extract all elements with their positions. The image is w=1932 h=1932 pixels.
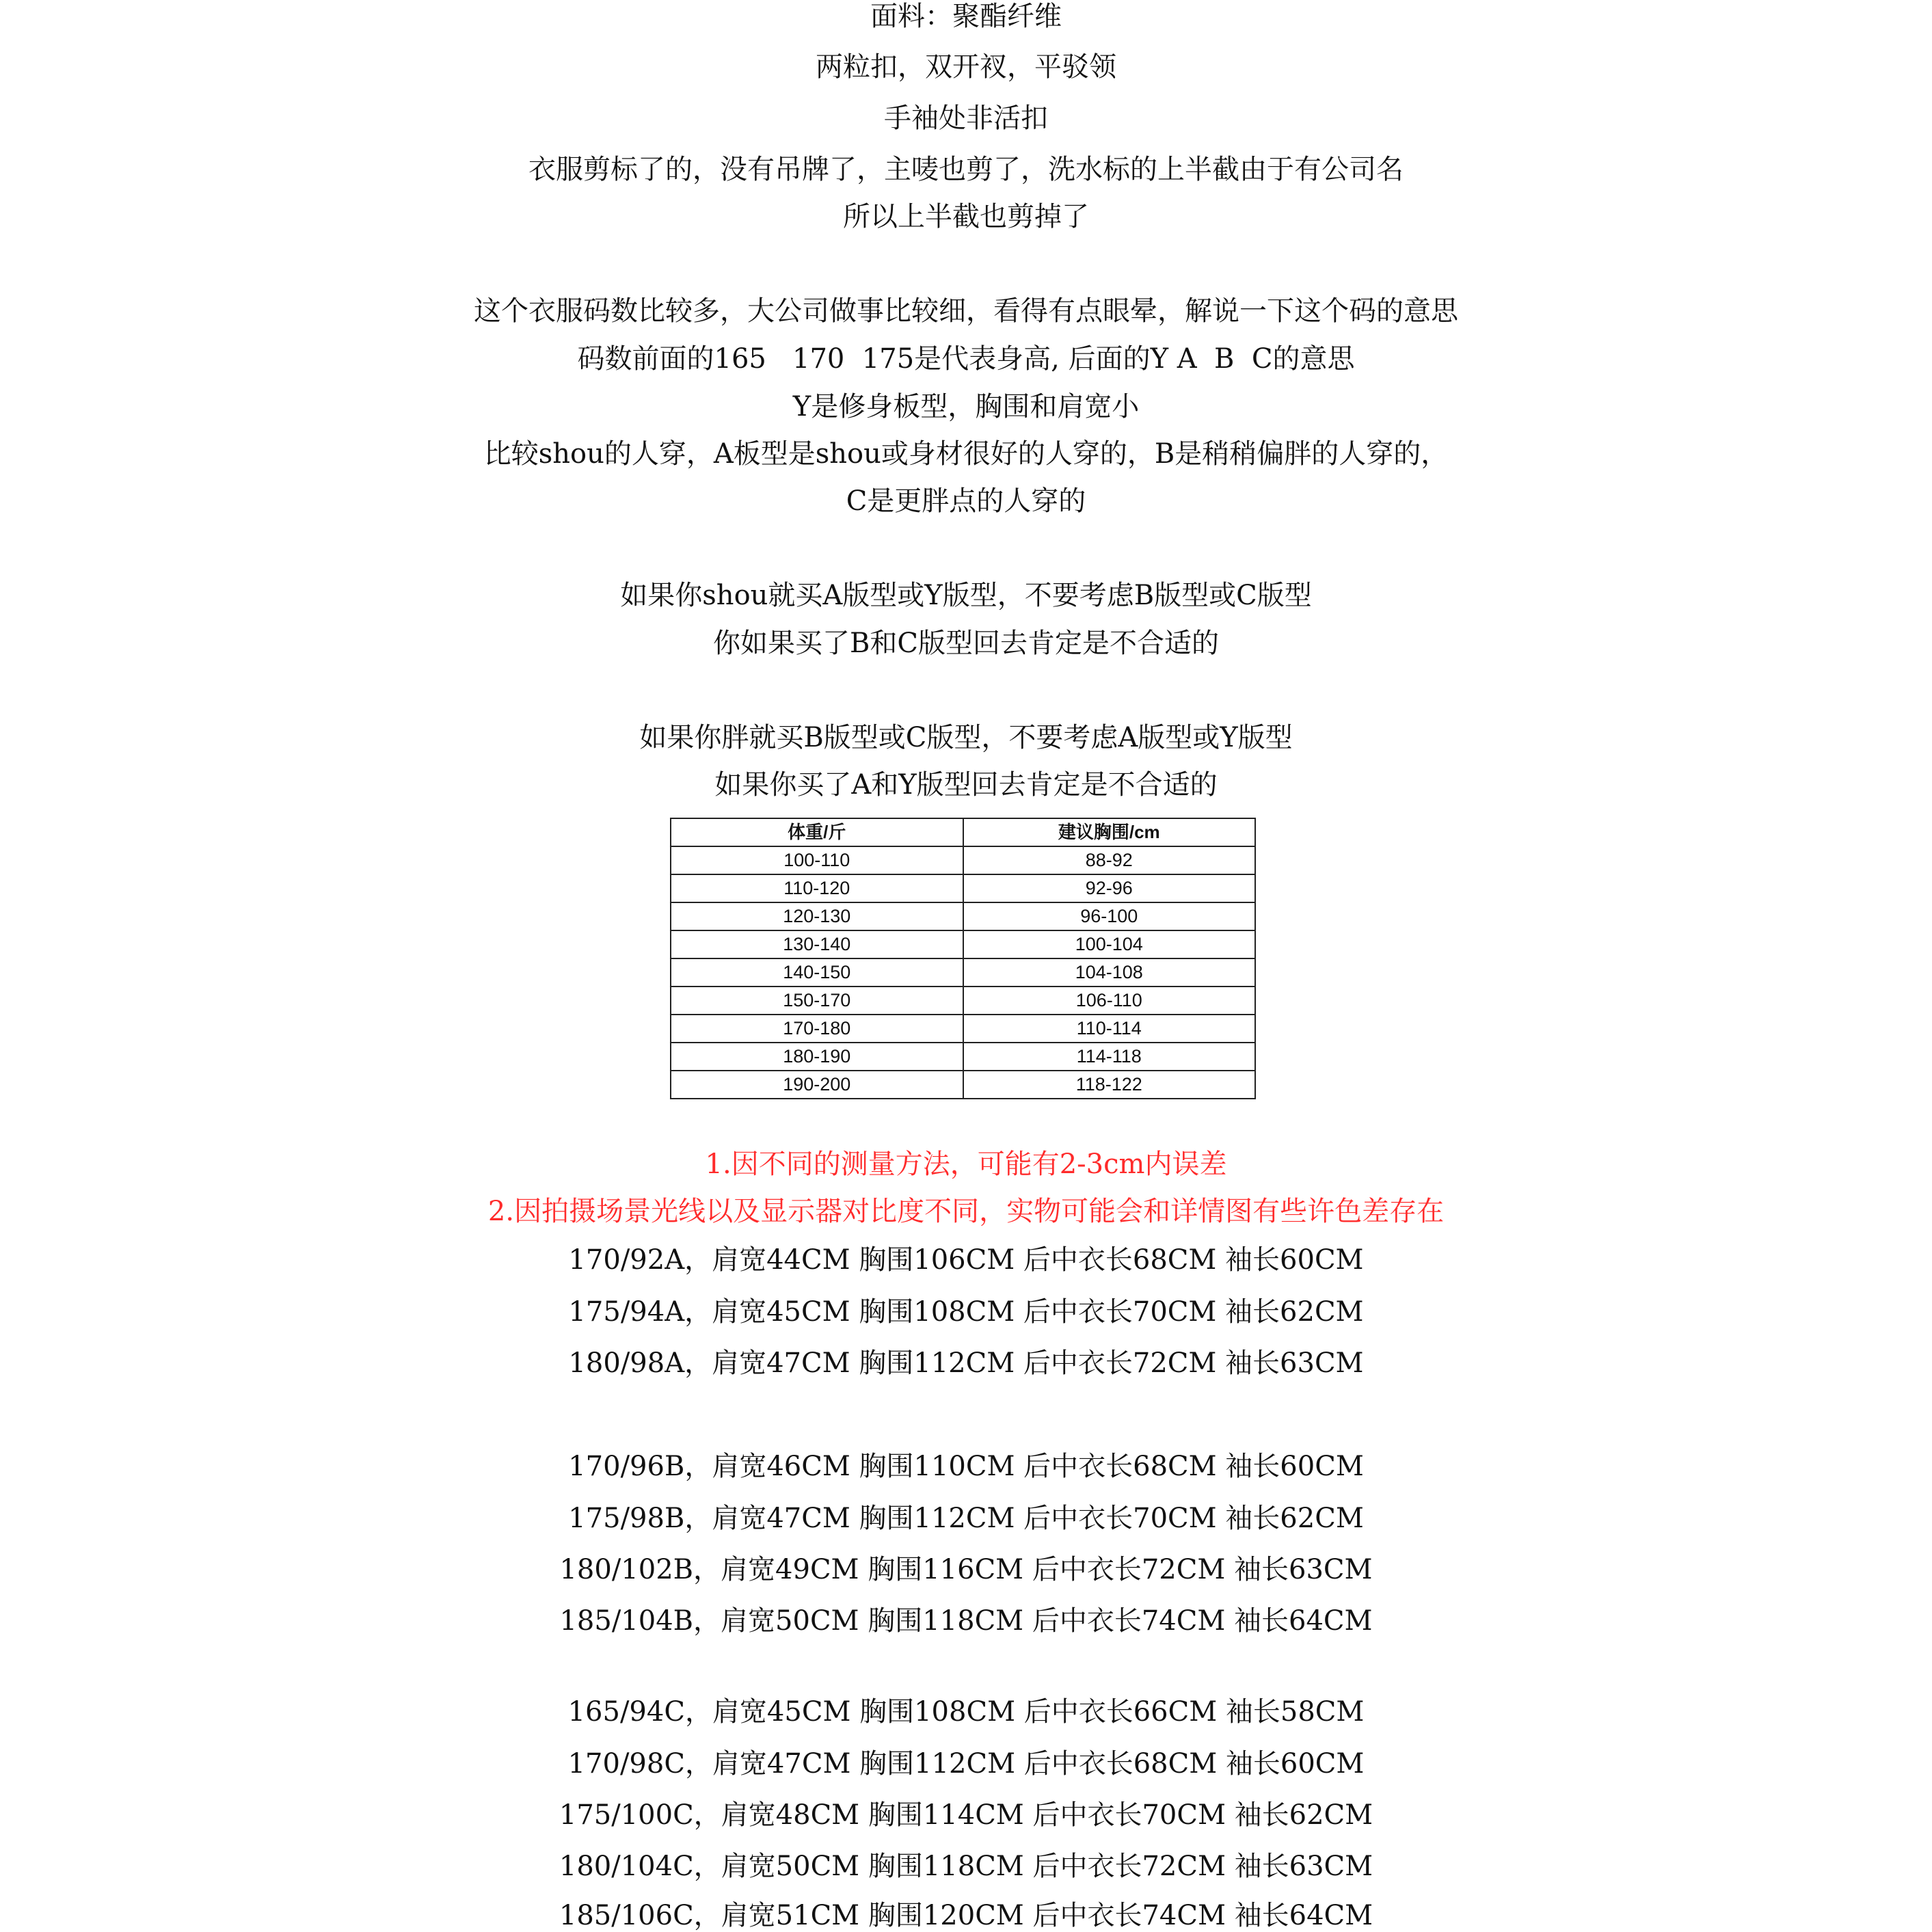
- chest-cell: 118-122: [963, 1071, 1256, 1099]
- label-cut-note-line-2: 所以上半截也剪掉了: [843, 201, 1089, 232]
- weight-header: 体重/斤: [671, 818, 963, 846]
- size-spec-a-1: 170/92A，肩宽44CM 胸围106CM 后中衣长68CM 袖长60CM: [568, 1244, 1364, 1276]
- y-fit-description: Y是修身板型，胸围和肩宽小: [792, 391, 1140, 422]
- slim-warning-line: 你如果买了B和C版型回去肯定是不合适的: [713, 628, 1219, 659]
- weight-cell: 180-190: [671, 1043, 963, 1071]
- size-spec-b-4: 185/104B，肩宽50CM 胸围118CM 后中衣长74CM 袖长64CM: [559, 1605, 1373, 1637]
- slim-advice-line: 如果你shou就买A版型或Y版型，不要考虑B版型或C版型: [620, 580, 1312, 611]
- sleeve-button-line: 手袖处非活扣: [884, 103, 1048, 134]
- size-explanation-intro: 这个衣服码数比较多，大公司做事比较细，看得有点眼晕，解说一下这个码的意思: [474, 295, 1458, 327]
- weight-chest-table: [670, 818, 1256, 1099]
- chest-header: 建议胸围/cm: [963, 818, 1256, 846]
- size-spec-a-2: 175/94A，肩宽45CM 胸围108CM 后中衣长70CM 袖长62CM: [568, 1296, 1364, 1328]
- a-b-fit-description: 比较shou的人穿，A板型是shou或身材很好的人穿的，B是稍稍偏胖的人穿的，: [483, 438, 1449, 470]
- chest-cell: 110-114: [963, 1015, 1256, 1043]
- size-spec-b-2: 175/98B，肩宽47CM 胸围112CM 后中衣长70CM 袖长62CM: [568, 1503, 1364, 1534]
- heavy-advice-line: 如果你胖就买B版型或C版型，不要考虑A版型或Y版型: [639, 722, 1293, 753]
- size-code-meaning: 码数前面的165 170 175是代表身高, 后面的Y A B C的意思: [577, 343, 1355, 375]
- size-spec-c-3: 175/100C，肩宽48CM 胸围114CM 后中衣长70CM 袖长62CM: [559, 1799, 1373, 1831]
- weight-cell: 100-110: [671, 846, 963, 874]
- weight-cell: 110-120: [671, 874, 963, 902]
- fabric-line: 面料：聚酯纤维: [870, 1, 1062, 32]
- table-row: [671, 958, 1255, 987]
- measurement-error-note: 1.因不同的测量方法，可能有2-3cm内误差: [705, 1149, 1227, 1180]
- weight-cell: 150-170: [671, 987, 963, 1015]
- color-difference-note: 2.因拍摄场景光线以及显示器对比度不同，实物可能会和详情图有些许色差存在: [487, 1196, 1445, 1227]
- chest-cell: 88-92: [963, 846, 1256, 874]
- button-vent-lapel-line: 两粒扣，双开衩，平驳领: [816, 51, 1116, 83]
- c-fit-description: C是更胖点的人穿的: [846, 485, 1086, 517]
- chest-cell: 96-100: [963, 902, 1256, 930]
- chest-cell: 100-104: [963, 930, 1256, 958]
- chest-cell: 104-108: [963, 958, 1256, 987]
- chest-cell: 114-118: [963, 1043, 1256, 1071]
- chest-cell: 92-96: [963, 874, 1256, 902]
- table-row: [671, 1043, 1255, 1071]
- table-row: [671, 987, 1255, 1015]
- size-spec-b-3: 180/102B，肩宽49CM 胸围116CM 后中衣长72CM 袖长63CM: [559, 1554, 1373, 1585]
- weight-cell: 120-130: [671, 902, 963, 930]
- heavy-warning-line: 如果你买了A和Y版型回去肯定是不合适的: [714, 769, 1218, 801]
- chest-cell: 106-110: [963, 987, 1256, 1015]
- label-cut-note-line: 衣服剪标了的，没有吊牌了，主唛也剪了，洗水标的上半截由于有公司名: [528, 154, 1404, 185]
- size-spec-c-5: 185/106C，肩宽51CM 胸围120CM 后中衣长74CM 袖长64CM: [559, 1900, 1373, 1931]
- size-spec-c-2: 170/98C，肩宽47CM 胸围112CM 后中衣长68CM 袖长60CM: [567, 1748, 1365, 1780]
- table-row: [671, 1015, 1255, 1043]
- size-spec-a-3: 180/98A，肩宽47CM 胸围112CM 后中衣长72CM 袖长63CM: [568, 1347, 1364, 1379]
- weight-cell: 170-180: [671, 1015, 963, 1043]
- size-spec-c-4: 180/104C，肩宽50CM 胸围118CM 后中衣长72CM 袖长63CM: [559, 1851, 1373, 1882]
- table-row: [671, 930, 1255, 958]
- weight-cell: 130-140: [671, 930, 963, 958]
- table-row: [671, 846, 1255, 874]
- weight-cell: 140-150: [671, 958, 963, 987]
- size-spec-c-1: 165/94C，肩宽45CM 胸围108CM 后中衣长66CM 袖长58CM: [567, 1696, 1365, 1728]
- table-row: [671, 874, 1255, 902]
- weight-cell: 190-200: [671, 1071, 963, 1099]
- table-header-row: [671, 818, 1255, 846]
- table-row: [671, 1071, 1255, 1099]
- table-row: [671, 902, 1255, 930]
- size-spec-b-1: 170/96B，肩宽46CM 胸围110CM 后中衣长68CM 袖长60CM: [568, 1451, 1364, 1482]
